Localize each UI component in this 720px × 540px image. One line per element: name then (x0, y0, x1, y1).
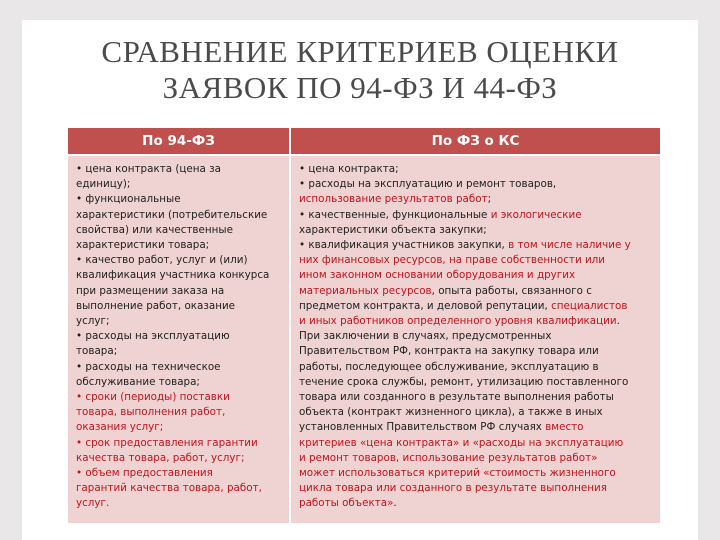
criteria-line (299, 329, 656, 344)
criteria-line: услуг. (76, 497, 110, 510)
highlighted-text: них финансовых ресурсов, на праве собственности или (299, 254, 606, 267)
criteria-line: услуг; (76, 315, 110, 328)
criteria-line (299, 238, 656, 253)
criteria-line: • объем предоставления (76, 467, 213, 480)
criteria-line (299, 314, 656, 329)
highlighted-text: использование результатов работ (299, 193, 488, 206)
highlighted-text: критериев «цена контракта» и «расходы на эксплуатацию (299, 436, 624, 449)
criteria-line: • срок предоставления гарантии (76, 436, 258, 449)
criteria-text: • качественные, функциональные (299, 208, 491, 221)
criteria-text: • расходы на эксплуатацию и ремонт товаров, (299, 178, 557, 191)
criteria-line (299, 466, 656, 481)
criteria-line (299, 284, 656, 299)
criteria-text: течение срока службы, ремонт, утилизацию поставленного (299, 375, 629, 388)
criteria-line (299, 481, 656, 496)
criteria-text: , опыта работы, связанного с (431, 284, 592, 297)
criteria-text: . (393, 497, 397, 510)
criteria-line: • функциональные (76, 193, 181, 206)
highlighted-text: материальных ресурсов (299, 284, 432, 297)
highlighted-text: работы объекта» (299, 497, 394, 510)
criteria-text: объекта (контракт жизненного цикла), а также в иных (299, 406, 603, 419)
criteria-line: товара; (76, 345, 118, 358)
title-line-2: ЗАЯВОК ПО 94-ФЗ И 44-ФЗ (162, 70, 558, 105)
criteria-line: единицу); (76, 178, 131, 191)
table-header-row (68, 128, 660, 155)
criteria-line: • цена контракта (цена за (76, 163, 222, 175)
criteria-text: предметом контракта, и деловой репутации, (299, 299, 552, 312)
criteria-94fz-cell (68, 155, 290, 523)
criteria-line: обслуживание товара; (76, 375, 200, 388)
criteria-line (299, 390, 656, 405)
criteria-line (299, 420, 656, 435)
criteria-line (299, 496, 656, 511)
criteria-line: квалификация участника конкурса (76, 269, 270, 282)
criteria-line (299, 223, 656, 238)
highlighted-text: специалистов (551, 299, 628, 312)
criteria-text: . (616, 315, 620, 328)
criteria-line (299, 253, 656, 268)
criteria-line (299, 344, 656, 359)
highlighted-text: ином законном основании оборудования и других (299, 269, 576, 282)
criteria-line: • сроки (периоды) поставки (76, 391, 230, 404)
highlighted-text: и иных работников определенного уровня квалификации (299, 315, 617, 328)
slide (22, 20, 698, 540)
criteria-line (299, 436, 656, 451)
criteria-text: ; (487, 193, 492, 206)
criteria-line: • расходы на техническое (76, 360, 221, 373)
criteria-line: характеристики товара; (76, 239, 210, 252)
criteria-text: работы, последующее обслуживание, эксплуатацию в (299, 360, 599, 373)
criteria-line (299, 375, 656, 390)
criteria-line: качества товара, работ, услуг; (76, 451, 245, 464)
criteria-line (299, 177, 656, 192)
criteria-line: свойства) или качественные (76, 223, 233, 236)
criteria-line (299, 299, 656, 314)
criteria-text: • цена контракта; (299, 163, 399, 175)
criteria-line: оказания услуг; (76, 421, 164, 434)
criteria-line (299, 268, 656, 283)
criteria-line: • расходы на эксплуатацию (76, 330, 230, 343)
column-header-94fz: По 94-ФЗ (68, 128, 290, 155)
criteria-line: гарантий качества товара, работ, (76, 482, 262, 495)
highlighted-text: вместо (545, 421, 584, 434)
title-line-1: СРАВНЕНИЕ КРИТЕРИЕВ ОЦЕНКИ (101, 34, 619, 69)
highlighted-text: в том числе наличие у (508, 239, 631, 252)
criteria-line (299, 405, 656, 420)
criteria-line: при размещении заказа на (76, 284, 225, 297)
criteria-line (299, 360, 656, 375)
highlighted-text: цикла товара или созданного в результате выполнения (299, 482, 607, 495)
criteria-line (299, 162, 656, 177)
criteria-text: Правительством РФ, контракта на закупку товара или (299, 345, 599, 358)
criteria-text: характеристики объекта закупки; (299, 223, 487, 236)
slide-title (22, 34, 698, 106)
criteria-line (299, 451, 656, 466)
criteria-line (299, 208, 656, 223)
comparison-table (68, 128, 660, 523)
highlighted-text: и экологические (490, 208, 582, 221)
column-header-44fz: По ФЗ о КС (290, 128, 660, 155)
criteria-line: характеристики (потребительские (76, 208, 268, 221)
criteria-line (299, 192, 656, 207)
criteria-text: • квалификация участников закупки, (299, 239, 509, 252)
criteria-44fz-cell (290, 155, 660, 523)
criteria-line: • качество работ, услуг и (или) (76, 254, 248, 267)
highlighted-text: и ремонт товаров, использование результатов работ» (299, 451, 598, 464)
highlighted-text: может использоваться критерий «стоимость жизненного (299, 467, 616, 480)
criteria-text: товара или созданного в результате выполнения работы (299, 391, 614, 404)
criteria-text: установленных Правительством РФ случаях (299, 421, 546, 434)
table-row (68, 155, 660, 523)
criteria-line: товара, выполнения работ, (76, 406, 226, 419)
criteria-line: выполнение работ, оказание (76, 299, 236, 312)
criteria-text: При заключении в случаях, предусмотренных (299, 330, 552, 343)
